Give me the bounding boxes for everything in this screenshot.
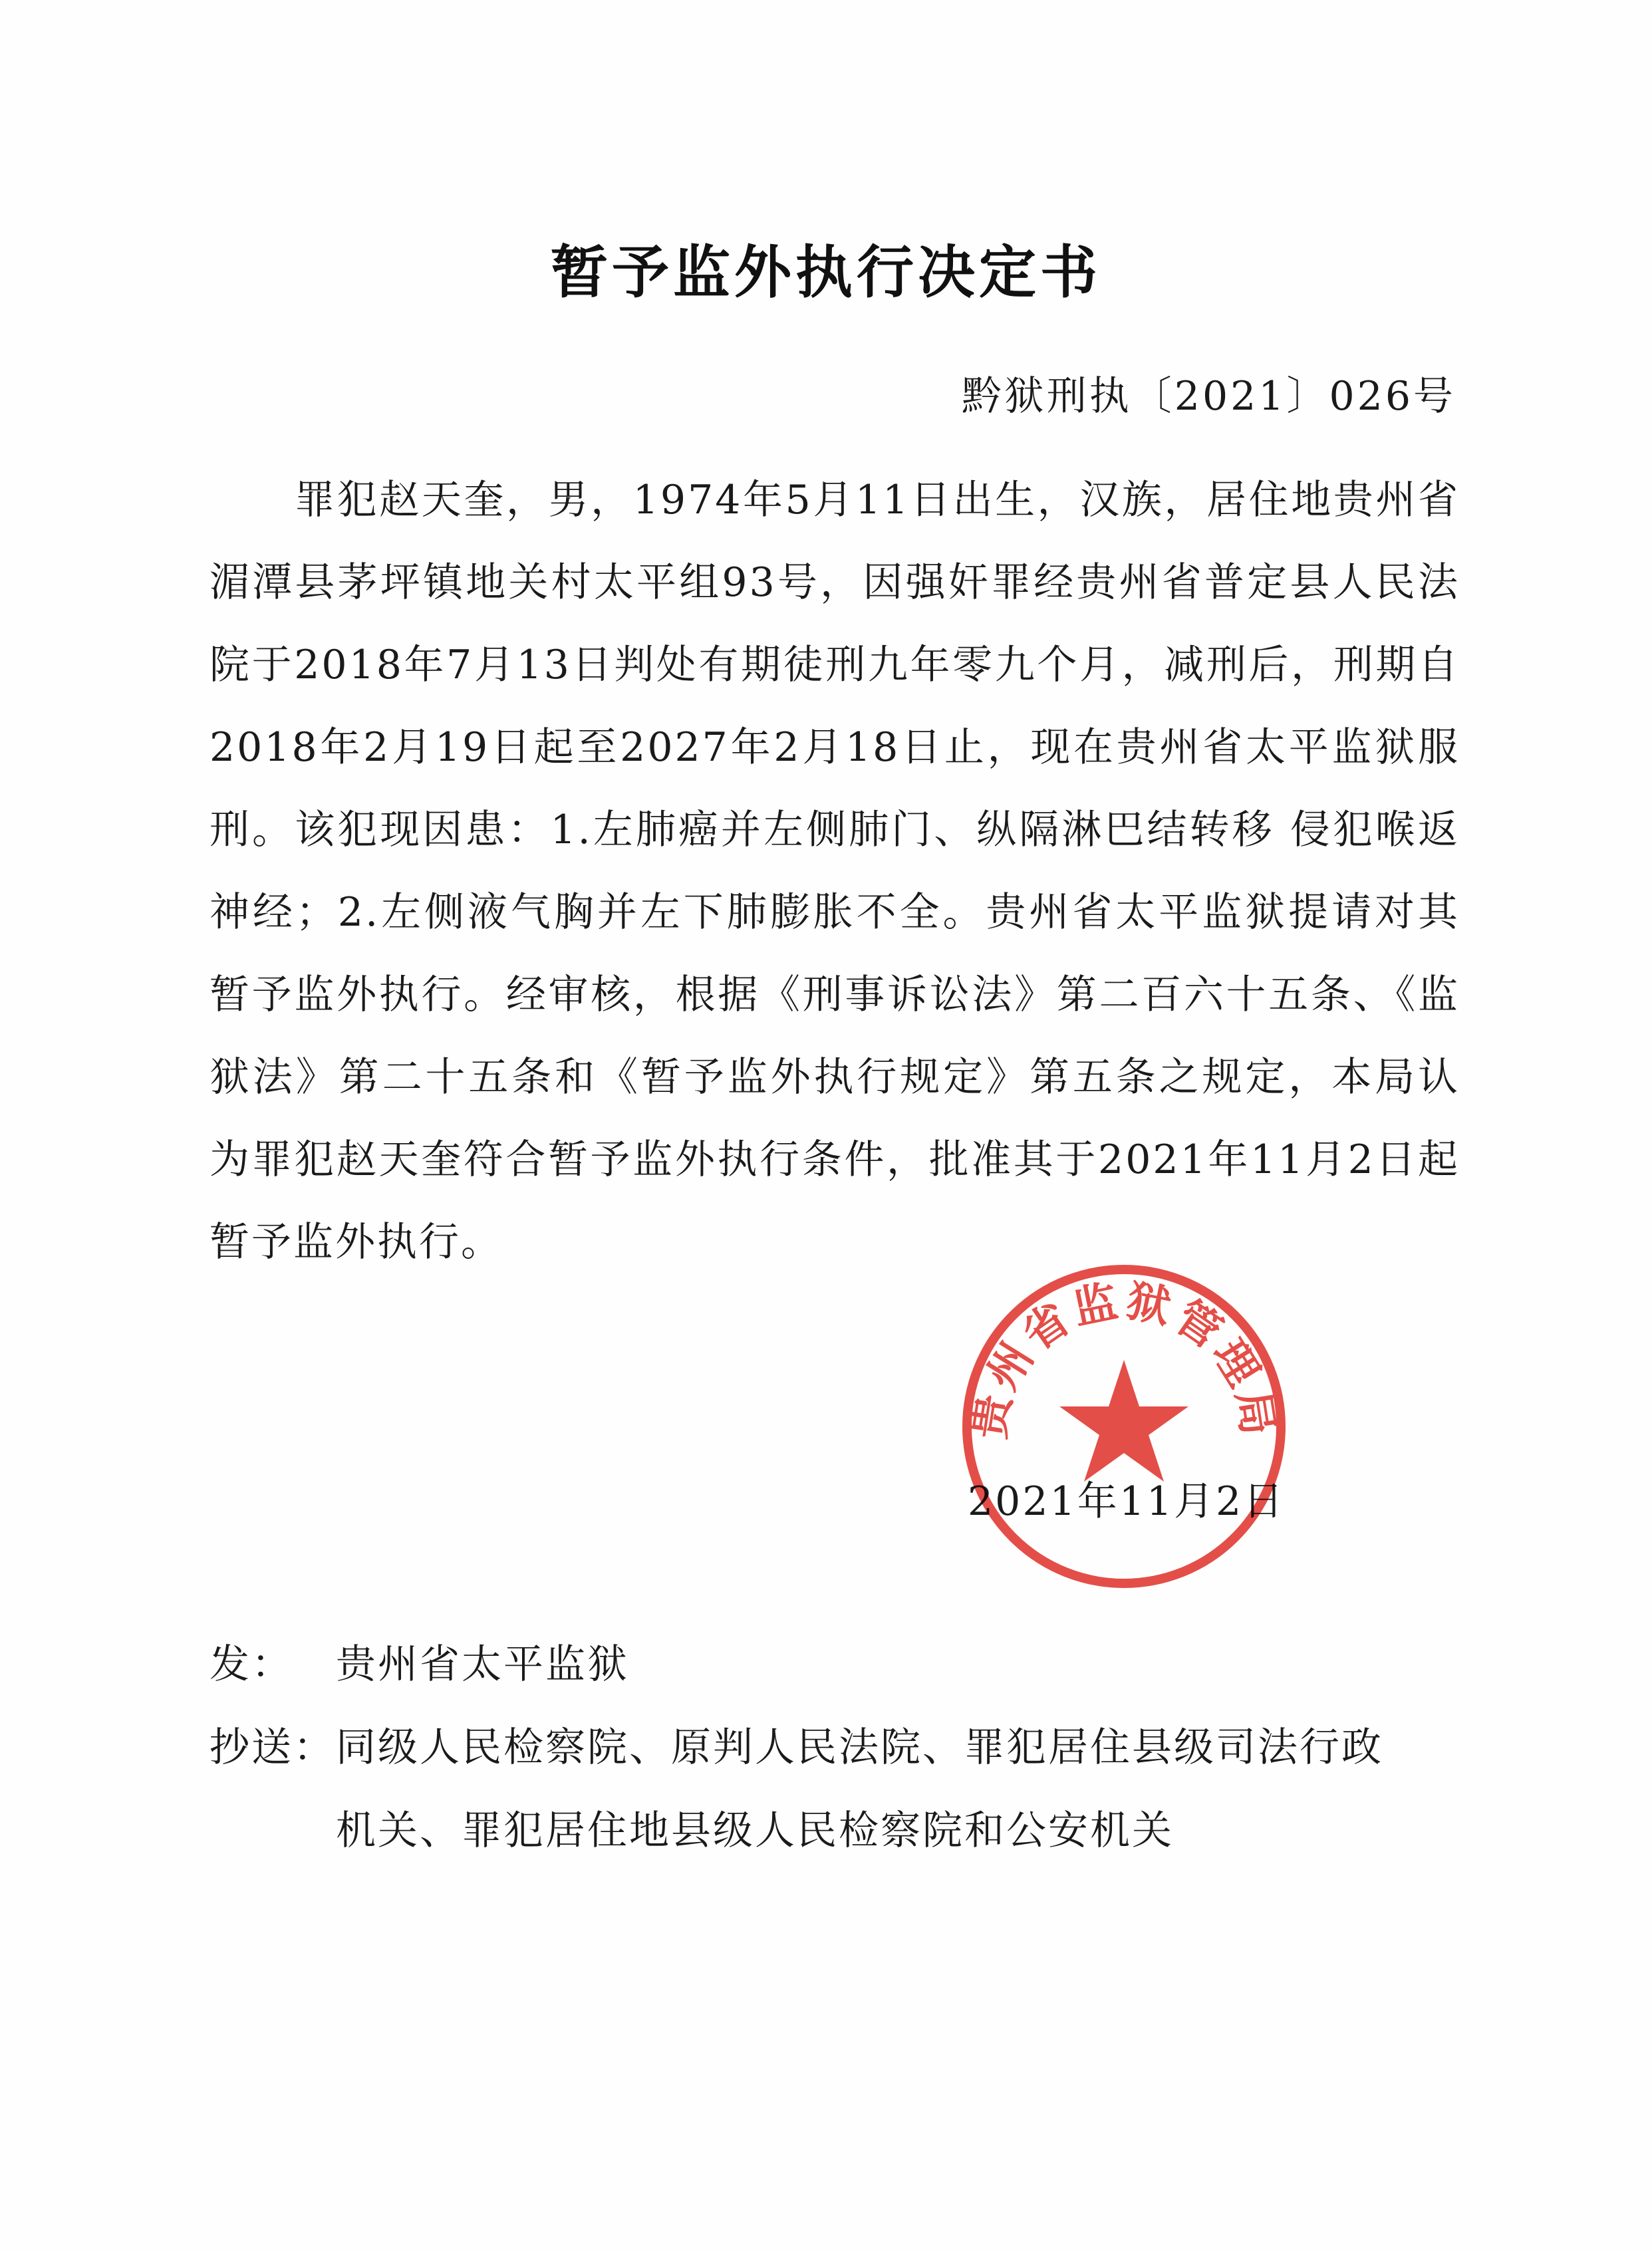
- send-label: 发：: [209, 1641, 293, 1688]
- document-number: 黔狱刑执〔2021〕026号: [961, 373, 1456, 420]
- send-recipient: 贵州省太平监狱: [336, 1641, 629, 1688]
- cc-recipients-line1: 同级人民检察院、原判人民法院、罪犯居住县级司法行政: [336, 1724, 1383, 1771]
- cc-recipients-line2: 机关、罪犯居住地县级人民检察院和公安机关: [336, 1807, 1174, 1854]
- decision-body: 罪犯赵天奎，男，1974年5月11日出生，汉族，居住地贵州省湄潭县茅坪镇地关村太平组93号，因强奸罪经贵州省普定县人民法院于2018年7月13日判处有期徒刑九年零九个月，减刑后，刑期自2018年2月19日起至2027年2月18日止，现在贵州省太平监狱服刑。该犯现因患：1.左肺癌并左侧肺门、纵隔淋巴结转移 侵犯喉返神经；2.左侧液气胸并左下肺膨胀不全。贵州省太平监狱提请对其暂予监外执行。经审核，根据《刑事诉讼法》第二百六十五条、《监狱法》第二十五条和《暂予监外执行规定》第五条之规定，本局认为罪犯赵天奎符合暂予监外执行条件，批准其于2021年11月2日起暂予监外执行。: [209, 477, 1460, 1265]
- issue-date: 2021年11月2日: [968, 1478, 1286, 1525]
- cc-label: 抄送：: [209, 1724, 335, 1771]
- send-to-row: [209, 1633, 629, 1690]
- document-title: 暂予监外执行决定书: [551, 239, 1101, 306]
- seal-star-icon: [1059, 1360, 1188, 1482]
- official-seal: [958, 1260, 1290, 1593]
- svg-text:贵州省监狱管理局: 贵州省监狱管理局: [962, 1273, 1286, 1442]
- cc-row: [209, 1716, 1383, 1773]
